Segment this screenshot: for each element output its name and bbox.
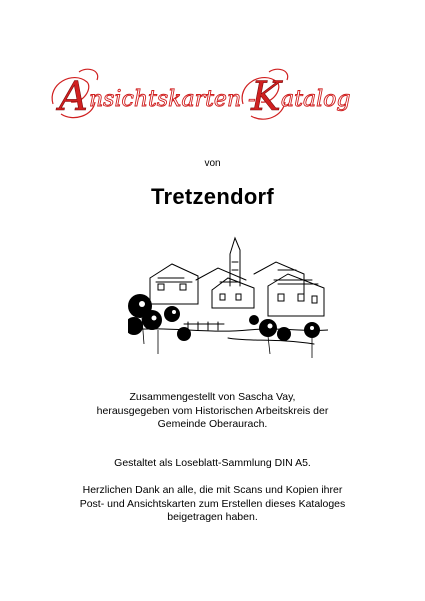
sketch-trees [128,294,320,341]
title-part-1: nsichtskarten - [88,87,256,112]
blackletter-title-graphic [43,64,383,128]
subtitle-von: von [204,158,221,169]
credits-paragraph [40,391,385,432]
title-initial-a: A [58,74,88,120]
thanks-line: beigetragen haben. [167,511,258,523]
thanks-line: Herzlichen Dank an alle, die mit Scans und Kopien ihrer [82,484,343,496]
credits-line: Gemeinde Oberaurach. [157,418,268,430]
format-note: Gestaltet als Loseblatt-Sammlung DIN A5. [114,457,311,469]
sketch-lines [128,238,328,344]
title-part-2: atalog [280,87,350,112]
thanks-line: Post- und Ansichtskarten zum Erstellen dieses Kataloges [79,497,346,510]
thanks-paragraph [40,484,385,525]
credits-line: herausgegeben vom Historischen Arbeitskreis der [96,404,329,417]
place-name: Tretzendorf [150,184,275,209]
catalog-title [0,64,425,134]
credits-line: Zusammengestellt von Sascha Vay, [129,391,296,403]
village-sketch-image [128,234,328,360]
title-initial-k: K [250,74,281,120]
